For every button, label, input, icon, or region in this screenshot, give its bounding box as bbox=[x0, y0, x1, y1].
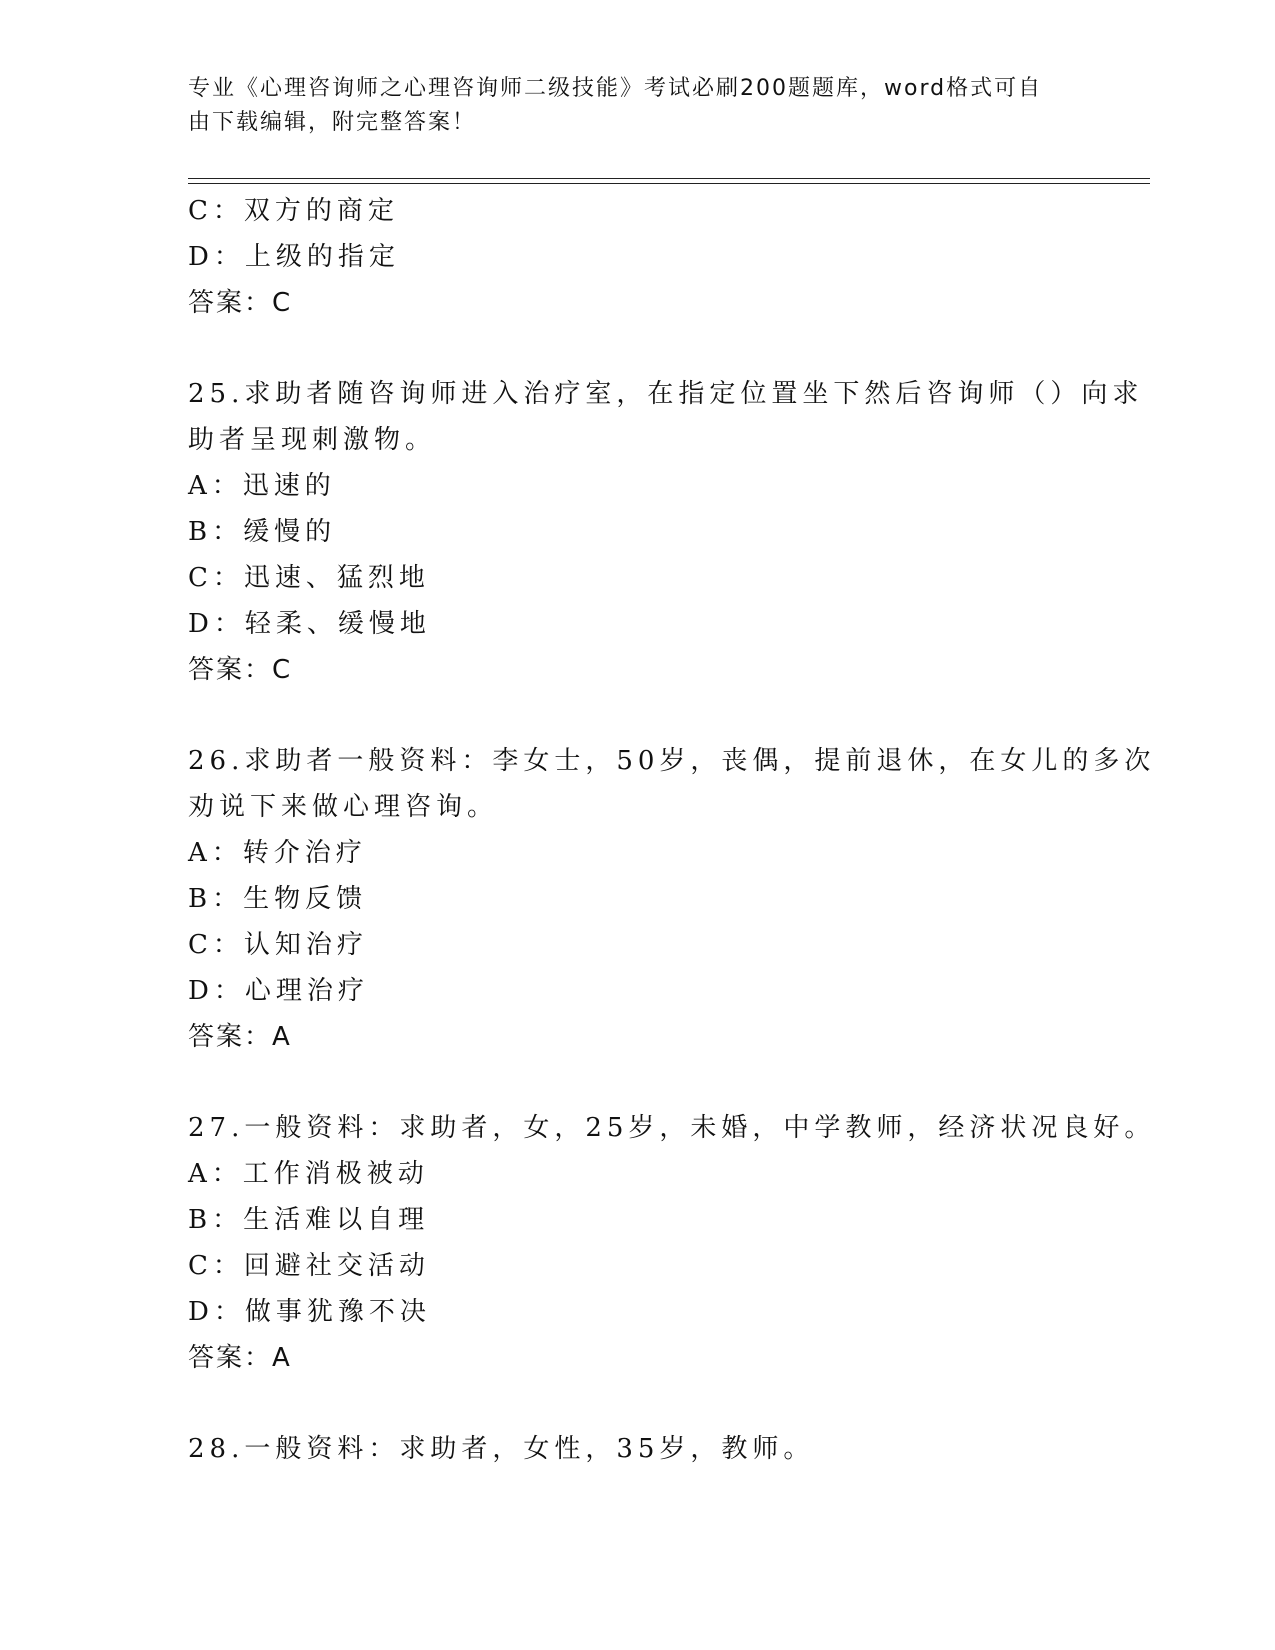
question-24-continued bbox=[188, 188, 1088, 326]
answer-line: 答案：C bbox=[188, 288, 293, 318]
header-rule-top bbox=[188, 178, 1150, 179]
question-stem-cont: 助者呈现刺激物。 bbox=[188, 425, 437, 455]
question-26 bbox=[188, 738, 1156, 1060]
option-a: A：迅速的 bbox=[188, 471, 336, 501]
option-d: D：上级的指定 bbox=[188, 242, 400, 272]
option-b: B：生活难以自理 bbox=[188, 1205, 430, 1235]
option-a: A：工作消极被动 bbox=[188, 1159, 429, 1189]
question-stem: 25.求助者随咨询师进入治疗室，在指定位置坐下然后咨询师（）向求 bbox=[188, 379, 1144, 409]
question-25 bbox=[188, 371, 1144, 693]
spacer bbox=[188, 326, 1088, 371]
option-d: D：心理治疗 bbox=[188, 976, 369, 1006]
question-27 bbox=[188, 1105, 1156, 1381]
answer-line: 答案：C bbox=[188, 655, 293, 685]
spacer bbox=[188, 1381, 1088, 1426]
header-line-2: 由下载编辑，附完整答案！ bbox=[188, 110, 477, 135]
answer-line: 答案：A bbox=[188, 1343, 292, 1373]
document-header bbox=[188, 72, 1068, 140]
question-28 bbox=[188, 1426, 1088, 1472]
spacer bbox=[188, 1060, 1088, 1105]
spacer bbox=[188, 693, 1088, 738]
question-stem: 26.求助者一般资料：李女士，50岁，丧偶，提前退休，在女儿的多次 bbox=[188, 746, 1156, 776]
option-c: C：回避社交活动 bbox=[188, 1251, 430, 1281]
option-b: B：缓慢的 bbox=[188, 517, 337, 547]
option-c: C：认知治疗 bbox=[188, 930, 368, 960]
option-b: B：生物反馈 bbox=[188, 884, 368, 914]
option-c: C：迅速、猛烈地 bbox=[188, 563, 430, 593]
question-stem: 27.一般资料：求助者，女，25岁，未婚，中学教师，经济状况良好。 bbox=[188, 1113, 1156, 1143]
question-stem: 28.一般资料：求助者，女性，35岁，教师。 bbox=[188, 1434, 815, 1464]
option-d: D：轻柔、缓慢地 bbox=[188, 609, 431, 639]
option-c: C：双方的商定 bbox=[188, 196, 399, 226]
question-list bbox=[188, 188, 1156, 1472]
option-d: D：做事犹豫不决 bbox=[188, 1297, 431, 1327]
option-a: A：转介治疗 bbox=[188, 838, 367, 868]
question-stem-cont: 劝说下来做心理咨询。 bbox=[188, 792, 499, 822]
answer-line: 答案：A bbox=[188, 1022, 292, 1052]
header-rule-bottom bbox=[188, 183, 1150, 184]
header-line-1: 专业《心理咨询师之心理咨询师二级技能》考试必刷200题题库，word格式可自 bbox=[188, 76, 1043, 101]
